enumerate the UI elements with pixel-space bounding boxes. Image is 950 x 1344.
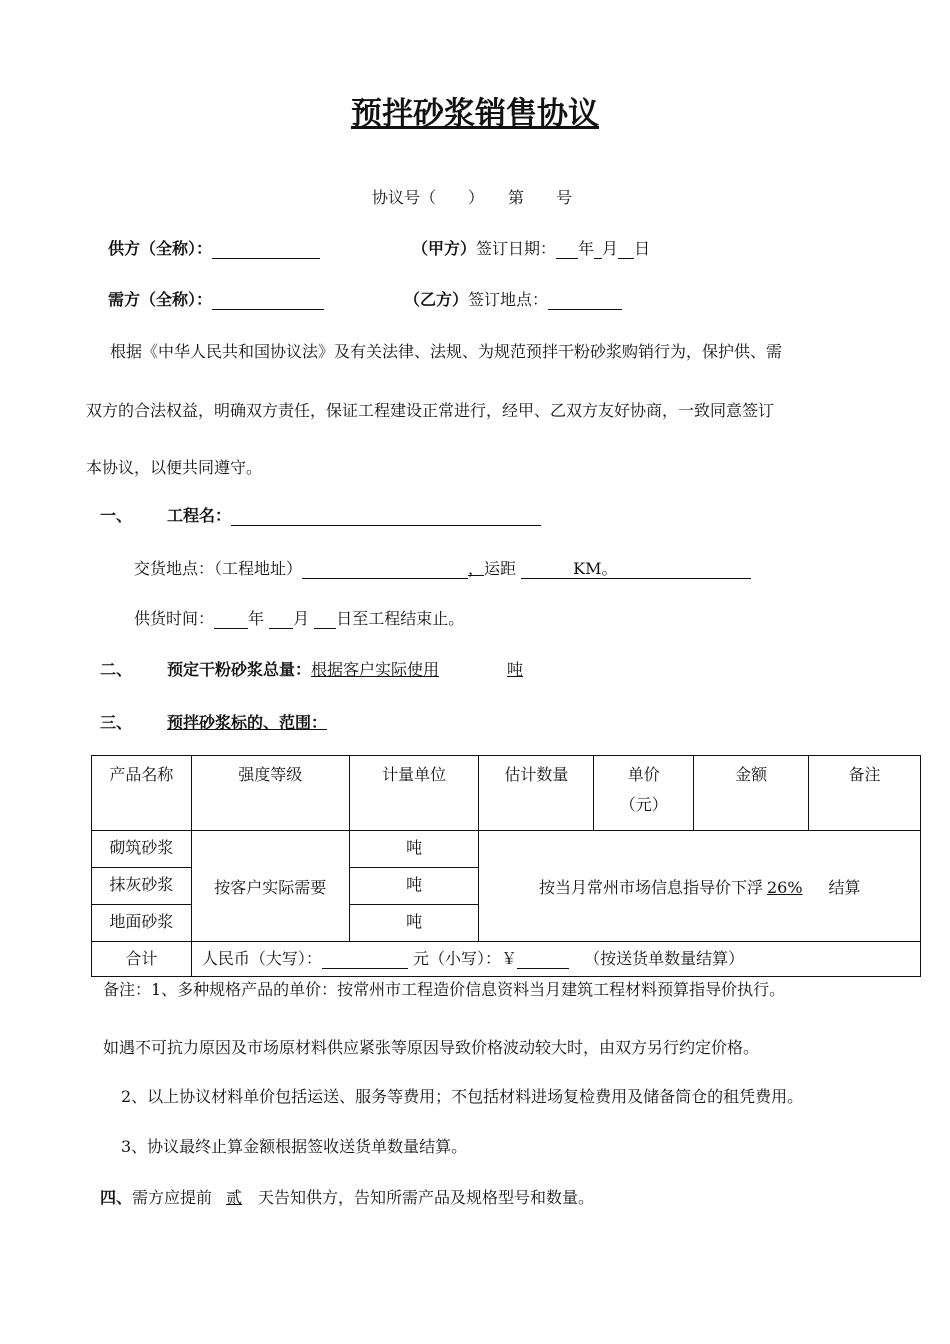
comma-text: ， — [468, 559, 485, 578]
total-lower-blank[interactable] — [517, 950, 569, 969]
header-unit: 计量单位 — [349, 756, 479, 831]
price-note-suffix: 结算 — [828, 877, 861, 897]
total-volume-label: 预定干粉砂浆总量： — [167, 660, 312, 679]
supply-year-text: 年 — [248, 609, 265, 628]
section-2-number: 二、 — [100, 660, 133, 679]
price-note-cell — [479, 831, 921, 942]
supply-month-blank[interactable] — [269, 610, 293, 629]
intro-line-3: 本协议，以便共同遵守。 — [86, 458, 263, 477]
delivery-place-row — [134, 556, 751, 579]
buyer-label: 需方（全称）： — [108, 290, 213, 309]
sign-place-label: 签订地点： — [468, 290, 549, 309]
section-4-prefix: 需方应提前 — [132, 1188, 213, 1207]
sign-year-blank[interactable] — [556, 240, 578, 259]
total-volume-row — [167, 657, 523, 680]
remark-1-continued: 如遇不可抗力原因及市场原材料供应紧张等原因导致价格波动较大时，由双方另行约定价格。 — [103, 1038, 760, 1057]
intro-line-1: 根据《中华人民共和国协议法》及有关法律、法规、为规范预拌干粉砂浆购销行为，保护供、需 — [110, 342, 783, 361]
total-lower-label: 元（小写）：￥ — [412, 949, 517, 968]
section-4-number: 四、 — [100, 1188, 133, 1207]
header-price — [594, 756, 694, 831]
total-upper-label: 人民币（大写）： — [201, 949, 322, 968]
distance-blank[interactable] — [521, 560, 751, 579]
sign-month-blank[interactable] — [594, 240, 602, 259]
table-row — [92, 831, 921, 868]
product-table — [91, 755, 921, 977]
supply-month-text: 月 — [293, 609, 310, 628]
project-name-label: 工程名： — [167, 506, 232, 525]
remark-3: 3、协议最终止算金额根据签收送货单数量结算。 — [121, 1137, 468, 1156]
buyer-name-blank[interactable] — [212, 291, 324, 310]
contract-number: 协议号（ ） 第 号 — [372, 188, 573, 207]
unit-cell: 吨 — [349, 831, 479, 868]
unit-cell: 吨 — [349, 905, 479, 942]
month-text: 月 — [602, 239, 619, 258]
total-volume-unit: 吨 — [507, 660, 524, 679]
notice-days: 贰 — [226, 1188, 243, 1207]
delivery-place-label: 交货地点：（工程地址） — [134, 559, 303, 578]
unit-cell: 吨 — [349, 868, 479, 905]
party-a-label: （甲方） — [412, 239, 477, 258]
section-4-row — [100, 1185, 594, 1208]
intro-line-2: 双方的合法权益，明确双方责任，保证工程建设正常进行，经甲、乙双方友好协商，一致同意签订 — [86, 401, 775, 420]
sign-day-blank[interactable] — [618, 240, 634, 259]
supply-year-blank[interactable] — [214, 610, 248, 629]
party-b-label: （乙方） — [404, 290, 469, 309]
section-3-label: 预拌砂浆标的、范围： — [167, 713, 328, 732]
header-amount: 金额 — [694, 756, 809, 831]
header-product: 产品名称 — [92, 756, 192, 831]
grade-cell: 按客户实际需要 — [191, 831, 349, 942]
header-price-label: 单价 — [627, 765, 660, 784]
supplier-row — [108, 236, 320, 259]
product-name: 地面砂浆 — [92, 905, 192, 942]
distance-label: 运距 — [484, 559, 517, 578]
sign-date-row — [412, 236, 650, 259]
distance-unit: KM。 — [573, 559, 618, 578]
supply-day-blank[interactable] — [314, 610, 336, 629]
delivery-address-blank[interactable] — [302, 560, 468, 579]
year-text: 年 — [578, 239, 595, 258]
supply-time-row — [134, 606, 464, 629]
section-3-number: 三、 — [100, 713, 133, 732]
total-note: （按送货单数量结算） — [584, 949, 745, 968]
total-cell — [191, 942, 920, 977]
sign-place-blank[interactable] — [548, 291, 622, 310]
document-title: 预拌砂浆销售协议 — [351, 96, 599, 132]
table-header-row — [92, 756, 921, 831]
total-volume-value: 根据客户实际使用 — [311, 660, 440, 679]
day-text: 日 — [634, 239, 651, 258]
remark-2: 2、以上协议材料单价包括运送、服务等费用；不包括材料进场复检费用及储备筒仓的租凭费用。 — [121, 1087, 804, 1106]
product-name: 抹灰砂浆 — [92, 868, 192, 905]
total-upper-blank[interactable] — [322, 950, 408, 969]
header-remark: 备注 — [809, 756, 921, 831]
remark-1: 备注：1、多种规格产品的单价：按常州市工程造价信息资料当月建筑工程材料预算指导价执行。 — [103, 980, 786, 999]
supplier-label: 供方（全称）： — [108, 239, 213, 258]
section-1-number: 一、 — [100, 506, 133, 525]
product-name: 砌筑砂浆 — [92, 831, 192, 868]
sign-place-row — [404, 287, 622, 310]
supply-time-label: 供货时间： — [134, 609, 215, 628]
header-grade: 强度等级 — [191, 756, 349, 831]
total-label: 合计 — [92, 942, 192, 977]
table-total-row — [92, 942, 921, 977]
project-name-blank[interactable] — [231, 507, 541, 526]
header-quantity: 估计数量 — [479, 756, 594, 831]
price-note-rate: 26% — [766, 877, 803, 897]
buyer-row — [108, 287, 324, 310]
project-name-row — [167, 503, 541, 526]
supply-time-end: 日至工程结束止。 — [336, 609, 465, 628]
price-note-prefix: 按当月常州市场信息指导价下浮 — [538, 877, 763, 897]
section-4-suffix: 天告知供方，告知所需产品及规格型号和数量。 — [258, 1188, 595, 1207]
sign-date-label: 签订日期： — [476, 239, 557, 258]
header-price-unit: （元） — [619, 795, 668, 814]
supplier-name-blank[interactable] — [212, 240, 320, 259]
